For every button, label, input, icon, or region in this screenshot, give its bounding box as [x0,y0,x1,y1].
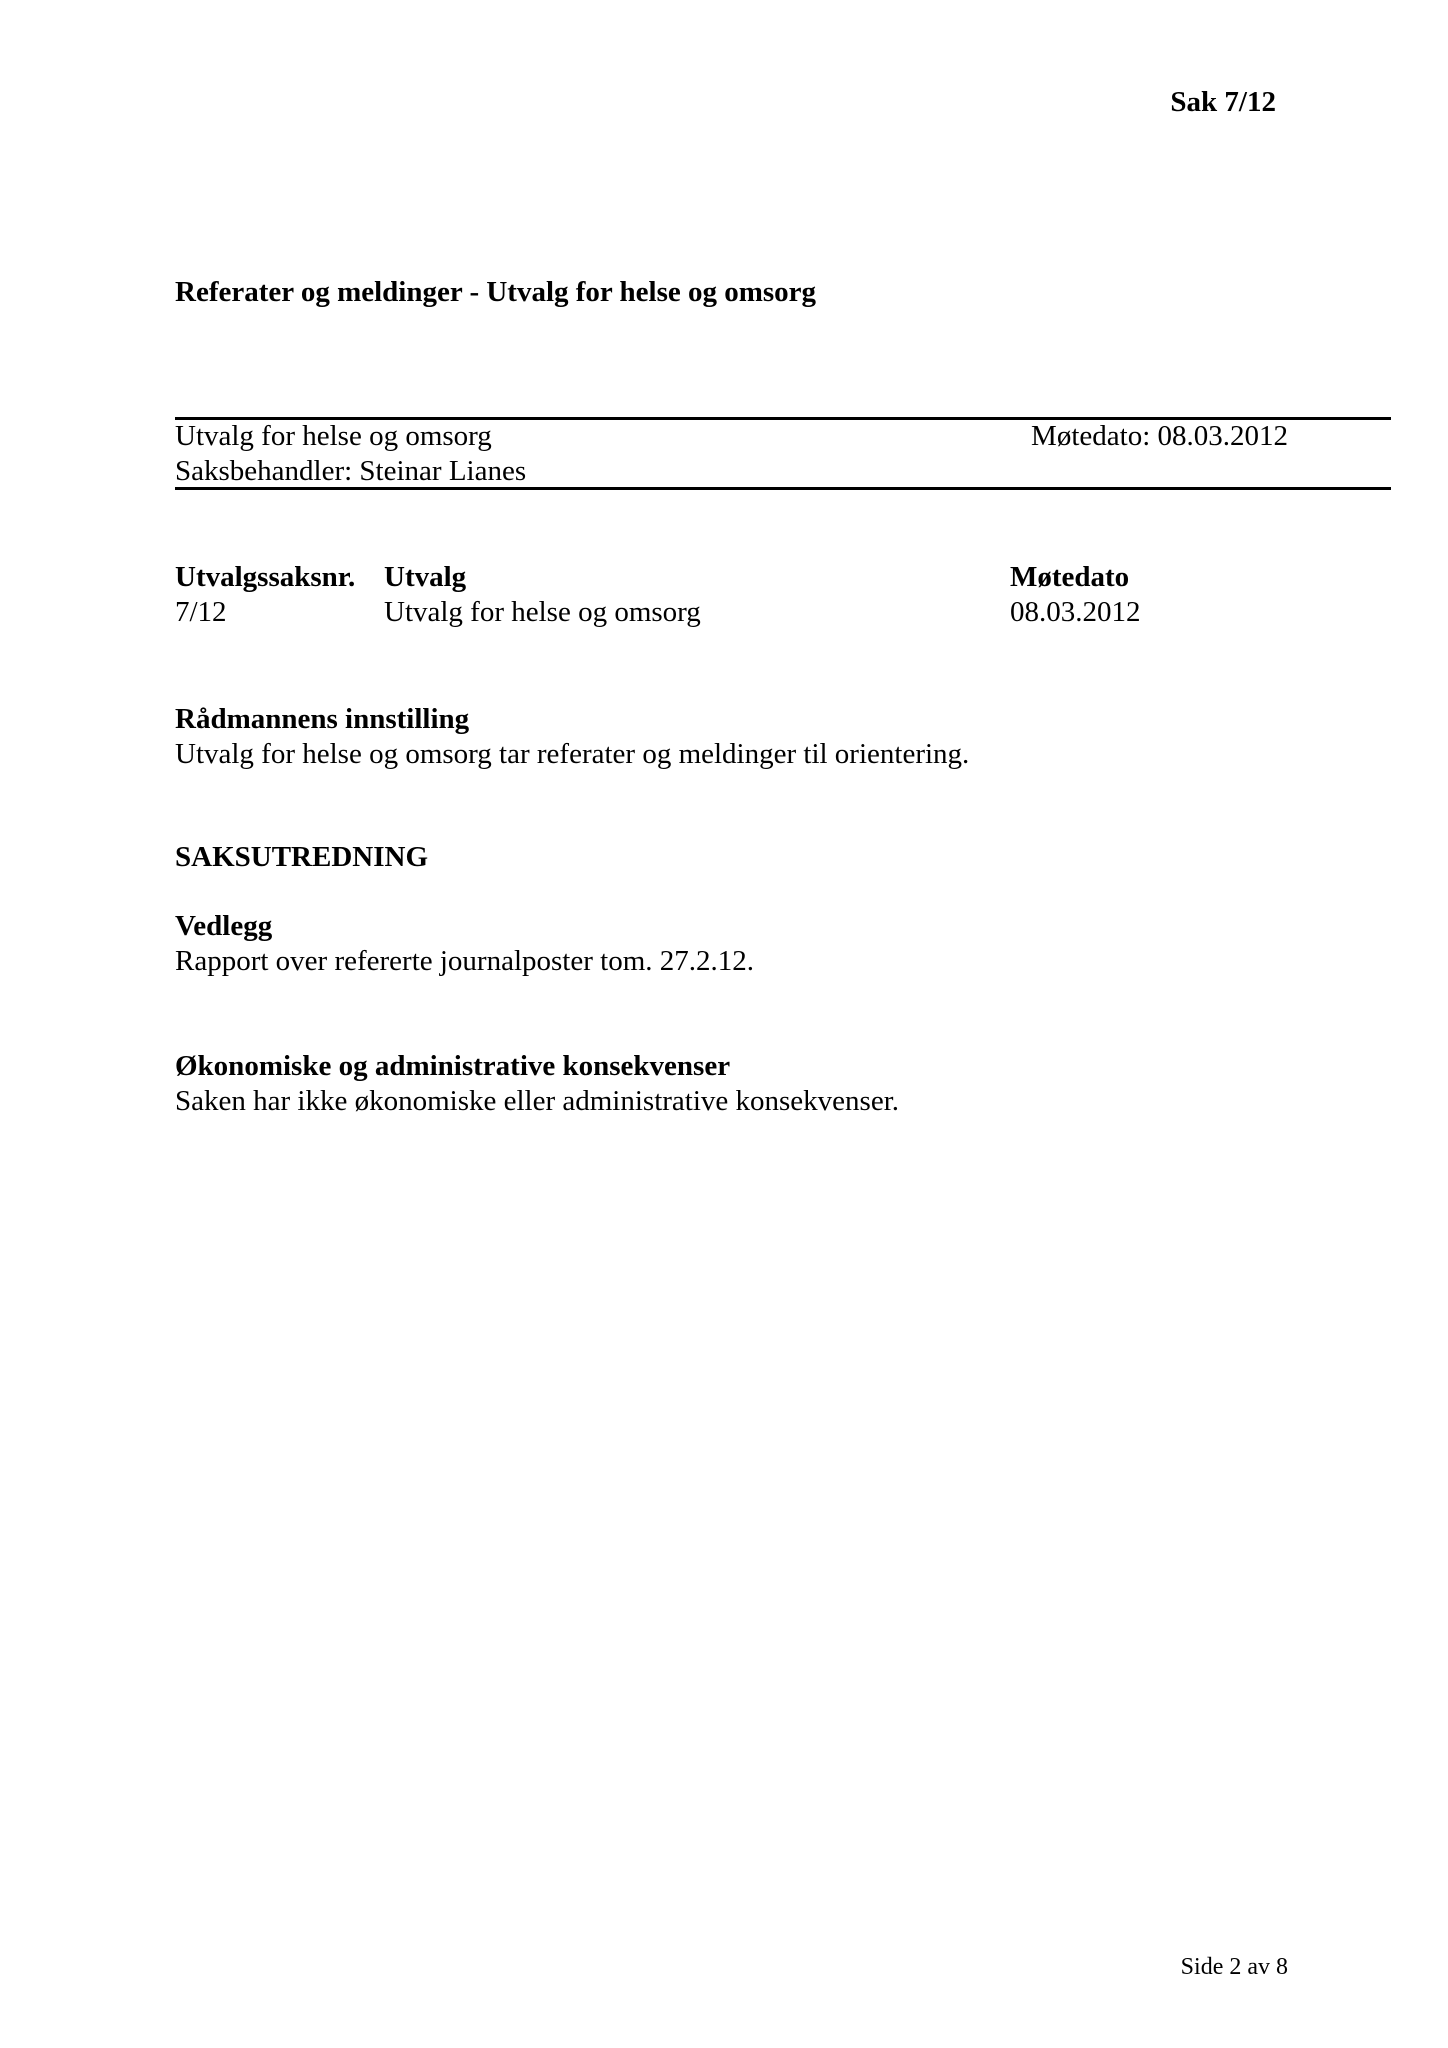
page-number: Side 2 av 8 [1180,1954,1288,1980]
recommendation-text: Utvalg for helse og omsorg tar referater og meldinger til orientering. [175,738,970,770]
attachments-text: Rapport over refererte journalposter tom. 27.2.12. [175,945,755,977]
table-header-committee: Utvalg [384,561,467,593]
table-header-meeting-date: Møtedato [1010,561,1130,593]
case-number-label: Sak 7/12 [1170,86,1276,118]
table-cell-meeting-date: 08.03.2012 [1010,596,1141,628]
bottom-divider [175,487,1391,490]
table-header-case-number: Utvalgssaksnr. [175,561,356,593]
table-cell-case-number: 7/12 [175,596,227,628]
attachments-heading: Vedlegg [175,910,273,942]
meeting-date: Møtedato: 08.03.2012 [1031,420,1288,452]
case-handler: Saksbehandler: Steinar Lianes [175,455,527,487]
table-cell-committee: Utvalg for helse og omsorg [384,596,701,628]
saksutredning-heading: SAKSUTREDNING [175,841,428,873]
consequences-heading: Økonomiske og administrative konsekvenser [175,1050,731,1082]
recommendation-heading: Rådmannens innstilling [175,703,470,735]
consequences-text: Saken har ikke økonomiske eller administrative konsekvenser. [175,1085,900,1117]
document-title: Referater og meldinger - Utvalg for helse og omsorg [175,276,817,308]
committee-name: Utvalg for helse og omsorg [175,420,492,452]
